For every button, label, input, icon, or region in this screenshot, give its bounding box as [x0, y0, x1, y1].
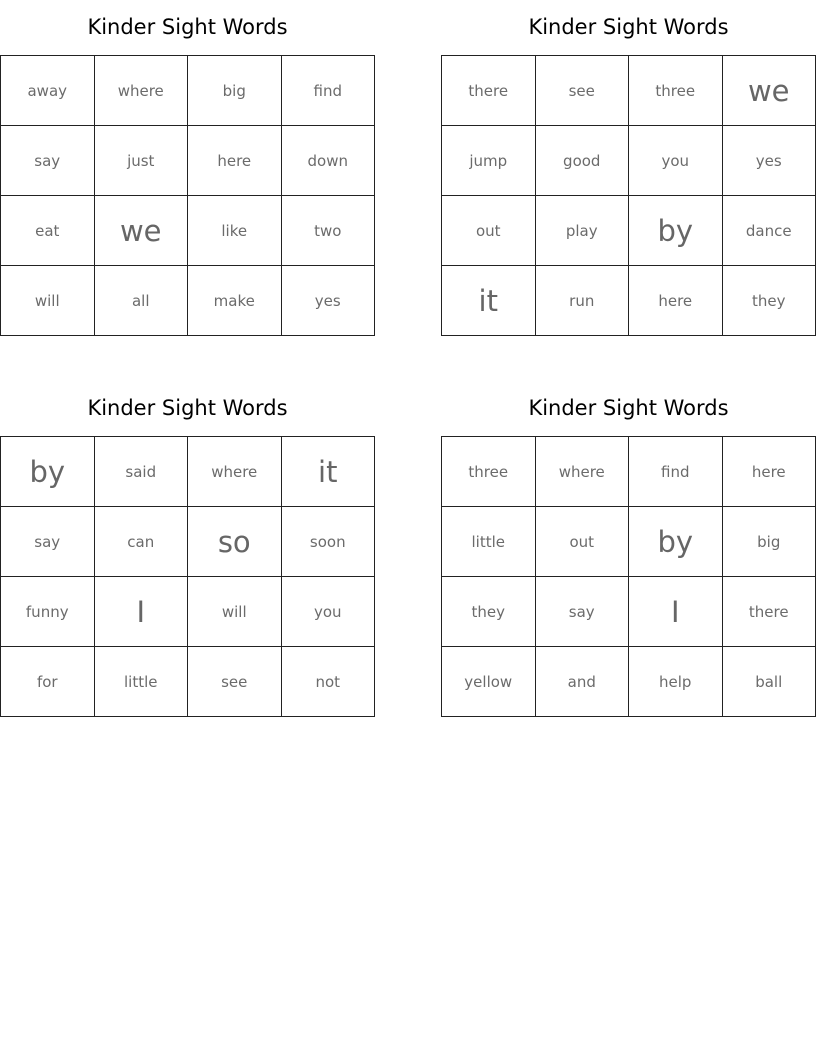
word-cell: you	[629, 126, 723, 196]
word-cell: yellow	[442, 647, 536, 717]
word-cell: say	[536, 577, 630, 647]
word-cell: they	[723, 266, 816, 336]
word-cell: you	[282, 577, 376, 647]
word-cell: run	[536, 266, 630, 336]
word-cell: jump	[442, 126, 536, 196]
word-cell: soon	[282, 507, 376, 577]
word-cell: three	[629, 56, 723, 126]
word-cell: it	[442, 266, 536, 336]
bingo-card-2	[441, 0, 816, 336]
word-cell: I	[629, 577, 723, 647]
word-cell: not	[282, 647, 376, 717]
word-grid	[0, 436, 375, 717]
word-cell: just	[95, 126, 189, 196]
word-cell: we	[95, 196, 189, 266]
word-cell: funny	[1, 577, 95, 647]
word-cell: good	[536, 126, 630, 196]
word-cell: and	[536, 647, 630, 717]
word-cell: eat	[1, 196, 95, 266]
word-cell: yes	[723, 126, 816, 196]
word-cell: see	[536, 56, 630, 126]
word-cell: there	[723, 577, 816, 647]
word-cell: will	[188, 577, 282, 647]
word-cell: all	[95, 266, 189, 336]
word-cell: say	[1, 507, 95, 577]
word-cell: here	[188, 126, 282, 196]
word-cell: big	[723, 507, 816, 577]
word-cell: like	[188, 196, 282, 266]
word-cell: they	[442, 577, 536, 647]
word-cell: it	[282, 437, 376, 507]
word-grid	[441, 55, 816, 336]
word-cell: see	[188, 647, 282, 717]
word-cell: dance	[723, 196, 816, 266]
word-cell: help	[629, 647, 723, 717]
word-cell: away	[1, 56, 95, 126]
card-title: Kinder Sight Words	[87, 15, 288, 39]
word-cell: by	[1, 437, 95, 507]
word-cell: make	[188, 266, 282, 336]
word-cell: for	[1, 647, 95, 717]
word-cell: big	[188, 56, 282, 126]
card-title: Kinder Sight Words	[528, 15, 729, 39]
word-cell: where	[95, 56, 189, 126]
bingo-card-1	[0, 0, 375, 336]
word-cell: where	[536, 437, 630, 507]
word-cell: so	[188, 507, 282, 577]
word-cell: find	[282, 56, 376, 126]
word-cell: say	[1, 126, 95, 196]
word-cell: here	[629, 266, 723, 336]
word-cell: down	[282, 126, 376, 196]
word-cell: I	[95, 577, 189, 647]
word-cell: said	[95, 437, 189, 507]
word-cell: two	[282, 196, 376, 266]
word-cell: where	[188, 437, 282, 507]
word-cell: out	[536, 507, 630, 577]
word-cell: three	[442, 437, 536, 507]
word-cell: little	[442, 507, 536, 577]
word-cell: play	[536, 196, 630, 266]
word-cell: by	[629, 507, 723, 577]
card-title: Kinder Sight Words	[528, 396, 729, 420]
card-title: Kinder Sight Words	[87, 396, 288, 420]
word-cell: find	[629, 437, 723, 507]
word-cell: can	[95, 507, 189, 577]
word-cell: out	[442, 196, 536, 266]
word-grid	[441, 436, 816, 717]
word-grid	[0, 55, 375, 336]
word-cell: here	[723, 437, 816, 507]
bingo-card-4	[441, 381, 816, 717]
word-cell: will	[1, 266, 95, 336]
word-cell: there	[442, 56, 536, 126]
word-cell: ball	[723, 647, 816, 717]
bingo-card-3	[0, 381, 375, 717]
word-cell: little	[95, 647, 189, 717]
word-cell: yes	[282, 266, 376, 336]
word-cell: by	[629, 196, 723, 266]
word-cell: we	[723, 56, 816, 126]
